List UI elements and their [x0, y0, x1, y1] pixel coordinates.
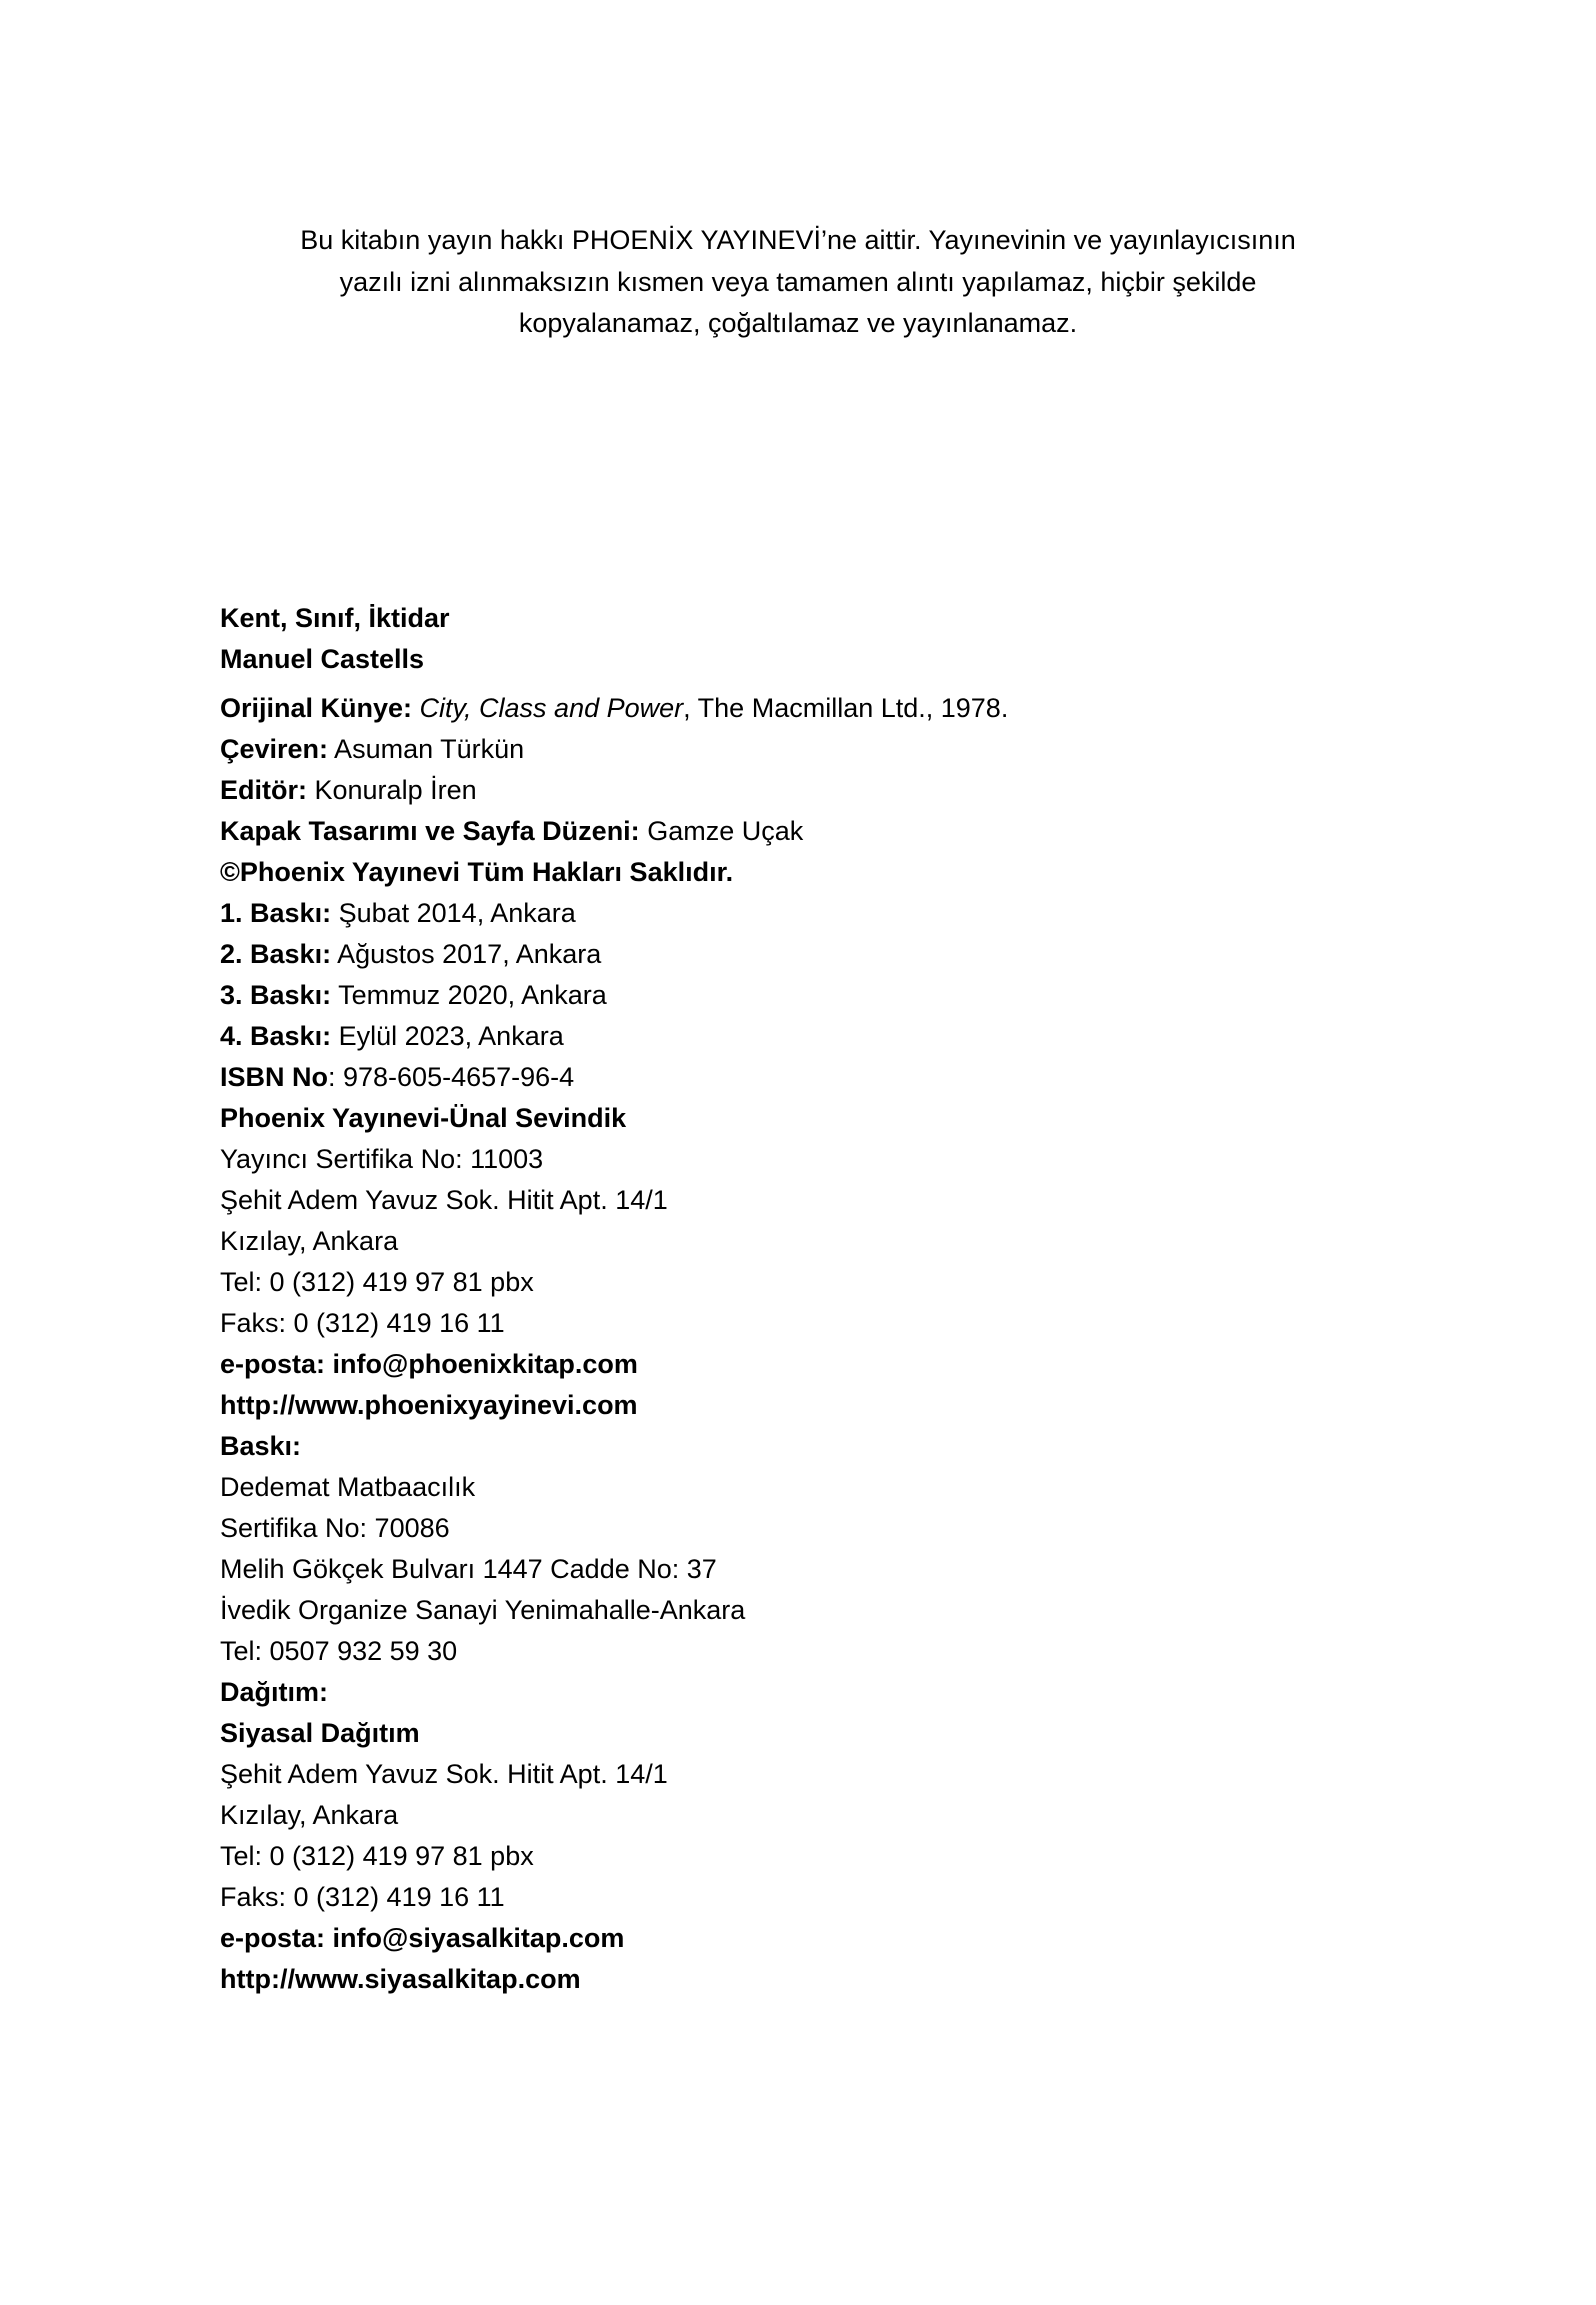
notice-line: kopyalanamaz, çoğaltılamaz ve yayınlanamaz. — [518, 308, 1078, 338]
line-value: : 978-605-4657-96-4 — [328, 1062, 575, 1092]
line-value: Melih Gökçek Bulvarı 1447 Cadde No: 37 — [220, 1554, 717, 1584]
imprint-line — [220, 1549, 1008, 1590]
book-title: Kent, Sınıf, İktidar — [220, 603, 450, 633]
imprint-line — [220, 1672, 1008, 1713]
imprint-line — [220, 1426, 1008, 1467]
imprint-line — [220, 1385, 1008, 1426]
imprint-line — [220, 852, 1008, 893]
line-value: , The Macmillan Ltd., 1978. — [683, 693, 1009, 723]
imprint-line — [220, 1836, 1008, 1877]
line-value: Tel: 0 (312) 419 97 81 pbx — [220, 1267, 534, 1297]
imprint-line — [220, 1344, 1008, 1385]
line-value: Gamze Uçak — [639, 816, 804, 846]
imprint-line — [220, 1918, 1008, 1959]
imprint-line — [220, 770, 1008, 811]
imprint-line — [220, 1139, 1008, 1180]
line-label: Dağıtım: — [220, 1677, 328, 1707]
line-value: Dedemat Matbaacılık — [220, 1472, 476, 1502]
line-value: İvedik Organize Sanayi Yenimahalle-Ankara — [220, 1595, 746, 1625]
line-value: Tel: 0 (312) 419 97 81 pbx — [220, 1841, 534, 1871]
line-value: Faks: 0 (312) 419 16 11 — [220, 1308, 505, 1338]
imprint-line — [220, 1057, 1008, 1098]
imprint-line — [220, 1467, 1008, 1508]
line-label: ISBN No — [220, 1062, 328, 1092]
line-label: 4. Baskı: — [220, 1021, 332, 1051]
imprint-line — [220, 1180, 1008, 1221]
line-value: Konuralp İren — [307, 775, 477, 805]
line-value: Temmuz 2020, Ankara — [331, 980, 607, 1010]
imprint-line — [220, 1713, 1008, 1754]
line-value: Şubat 2014, Ankara — [331, 898, 576, 928]
line-label: Editör: — [220, 775, 307, 805]
imprint-line — [220, 893, 1008, 934]
line-value: Tel: 0507 932 59 30 — [220, 1636, 458, 1666]
original-title-line — [220, 688, 1008, 729]
imprint-line — [220, 1221, 1008, 1262]
imprint-line — [220, 1098, 1008, 1139]
line-value: Şehit Adem Yavuz Sok. Hitit Apt. 14/1 — [220, 1185, 668, 1215]
imprint-line — [220, 1016, 1008, 1057]
imprint-line — [220, 1877, 1008, 1918]
line-value: Yayıncı Sertifika No: 11003 — [220, 1144, 544, 1174]
book-author: Manuel Castells — [220, 644, 425, 674]
line-label: 3. Baskı: — [220, 980, 332, 1010]
line-label: http://www.phoenixyayinevi.com — [220, 1390, 638, 1420]
line-label: Orijinal Künye: — [220, 693, 413, 723]
imprint-line — [220, 1754, 1008, 1795]
line-value: Kızılay, Ankara — [220, 1800, 399, 1830]
line-value: Kızılay, Ankara — [220, 1226, 399, 1256]
imprint-line — [220, 1631, 1008, 1672]
line-value: Ağustos 2017, Ankara — [331, 939, 602, 969]
imprint-line — [220, 811, 1008, 852]
line-value: Faks: 0 (312) 419 16 11 — [220, 1882, 505, 1912]
line-label: Siyasal Dağıtım — [220, 1718, 420, 1748]
notice-line: Bu kitabın yayın hakkı PHOENİX YAYINEVİ’ne aittir. Yayınevinin ve yayınlayıcısının — [300, 225, 1296, 255]
imprint-line — [220, 1303, 1008, 1344]
line-label: e-posta: info@phoenixkitap.com — [220, 1349, 638, 1379]
copyright-notice — [0, 220, 1596, 345]
imprint-line — [220, 1795, 1008, 1836]
line-value: Şehit Adem Yavuz Sok. Hitit Apt. 14/1 — [220, 1759, 668, 1789]
line-label: e-posta: info@siyasalkitap.com — [220, 1923, 625, 1953]
line-label: Baskı: — [220, 1431, 302, 1461]
book-title-block — [220, 598, 450, 680]
original-title: City, Class and Power — [412, 693, 684, 723]
line-label: Kapak Tasarımı ve Sayfa Düzeni: — [220, 816, 640, 846]
line-value: Sertifika No: 70086 — [220, 1513, 450, 1543]
imprint-line — [220, 1590, 1008, 1631]
imprint-line — [220, 975, 1008, 1016]
imprint-line — [220, 1959, 1008, 2000]
imprint-line — [220, 934, 1008, 975]
line-label: Çeviren: — [220, 734, 329, 764]
line-label: ©Phoenix Yayınevi Tüm Hakları Saklıdır. — [220, 857, 734, 887]
line-label: http://www.siyasalkitap.com — [220, 1964, 581, 1994]
line-value: Eylül 2023, Ankara — [331, 1021, 564, 1051]
notice-line: yazılı izni alınmaksızın kısmen veya tamamen alıntı yapılamaz, hiçbir şekilde — [339, 266, 1257, 297]
imprint-line — [220, 1508, 1008, 1549]
imprint-line — [220, 729, 1008, 770]
line-label: 1. Baskı: — [220, 898, 332, 928]
line-value: Asuman Türkün — [328, 734, 525, 764]
imprint-line — [220, 1262, 1008, 1303]
line-label: 2. Baskı: — [220, 939, 332, 969]
line-label: Phoenix Yayınevi-Ünal Sevindik — [220, 1103, 627, 1133]
imprint-details — [220, 688, 1008, 2000]
